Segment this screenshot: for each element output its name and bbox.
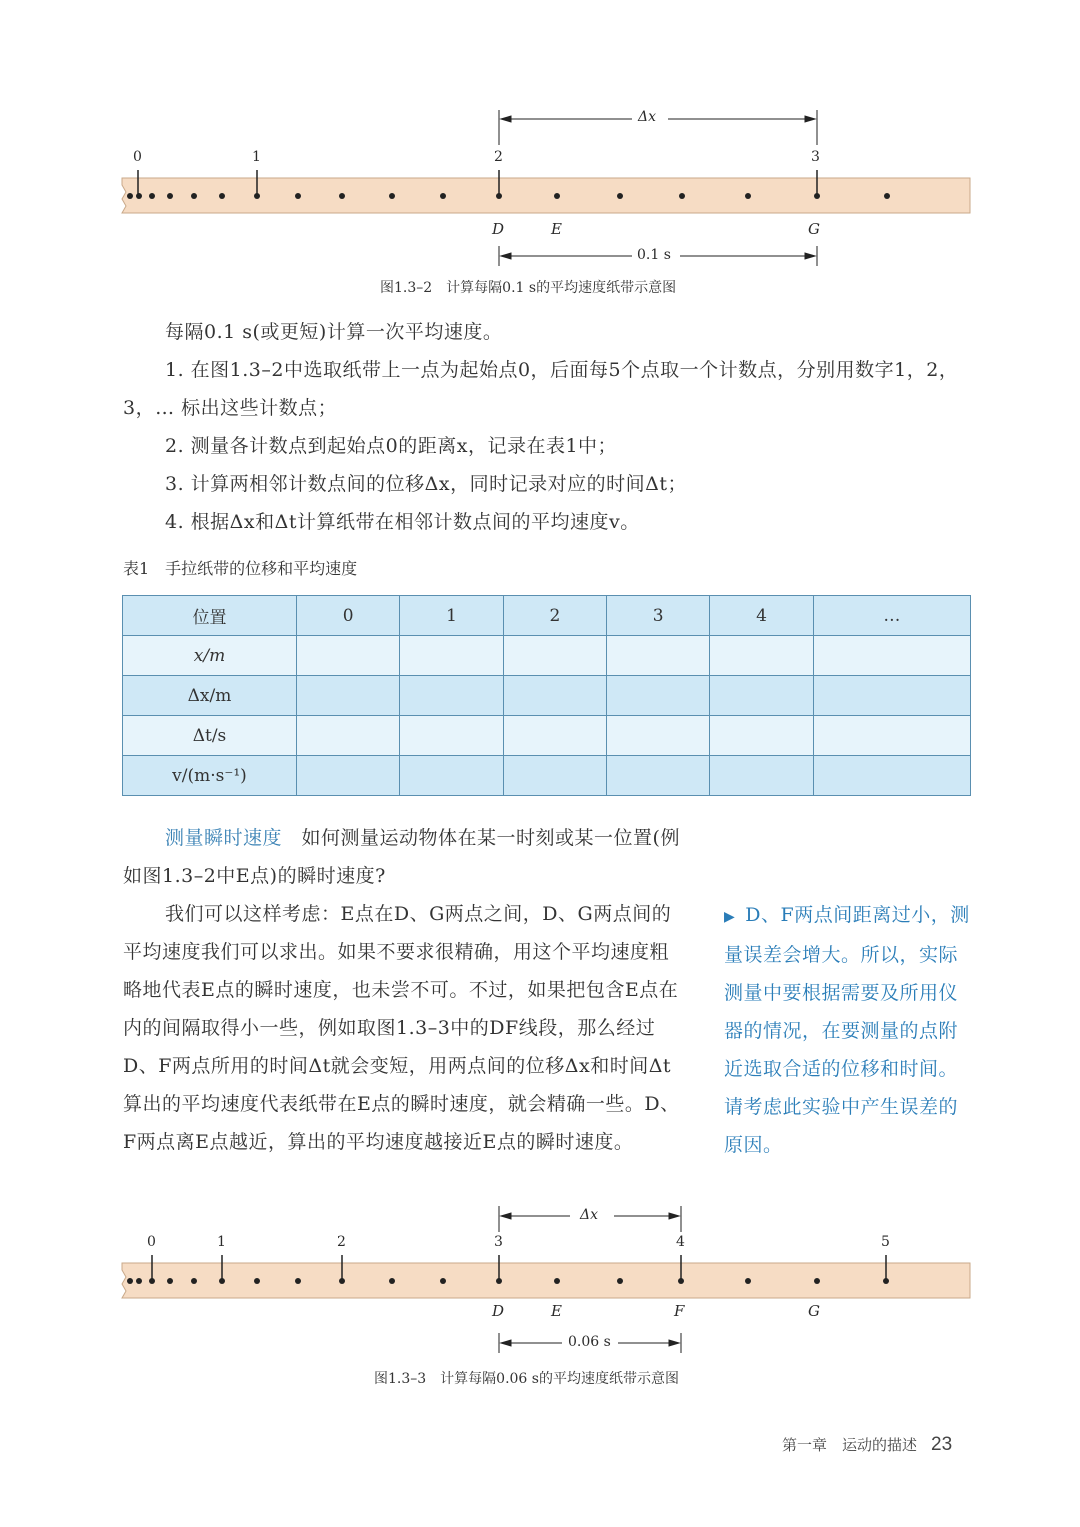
point-label-D: D (492, 1302, 505, 1320)
chapter-title: 第一章 运动的描述 (782, 1436, 918, 1454)
table-row (123, 636, 971, 676)
figure-1-3-3-caption: 图1.3–3 计算每隔0.06 s的平均速度纸带示意图 (374, 1371, 679, 1387)
table-col-5: … (813, 596, 970, 636)
table-cell[interactable] (503, 636, 606, 676)
point-label-F: F (674, 1302, 685, 1320)
page-footer (782, 1434, 952, 1456)
count-label-2: 2 (494, 149, 503, 165)
table-cell[interactable] (607, 636, 710, 676)
point-label-D: D (492, 220, 505, 238)
interval-label: 0.06 s (568, 1334, 611, 1350)
count-label-4: 4 (676, 1234, 685, 1250)
step-1: 1. 在图1.3–2中选取纸带上一点为起始点0，后面每5个点取一个计数点，分别用数字1，2，3，… 标出这些计数点； (123, 359, 959, 419)
table-header-label: 位置 (123, 596, 297, 636)
table-col-2: 2 (503, 596, 606, 636)
count-label-2: 2 (337, 1234, 346, 1250)
count-label-1: 1 (252, 149, 261, 165)
section-question: 如何测量运动物体在某一时刻或某一位置(例如图1.3–2中E点)的瞬时速度? (123, 827, 680, 887)
table-cell[interactable] (813, 716, 970, 756)
row-label-velocity: v/(m·s⁻¹) (123, 756, 297, 796)
table-col-0: 0 (297, 596, 400, 636)
table-cell[interactable] (710, 636, 813, 676)
row-label-delta-t: Δt/s (123, 716, 297, 756)
step-2: 2. 测量各计数点到起始点0的距离x，记录在表1中； (165, 435, 618, 457)
table-cell[interactable] (400, 636, 503, 676)
paper-tape (122, 1263, 970, 1298)
section-body: 我们可以这样考虑：E点在D、G两点之间，D、G两点间的平均速度我们可以求出。如果不要求很精确，用这个平均速度粗略地代表E点的瞬时速度，也未尝不可。不过，如果把包含E点在内的间隔取得小一些，例如取图1.3–3中的DF线段，那么经过D、F两点所用的时间Δt就会变短，用两点间的位移Δx和时间Δt算出的平均速度代表纸带在E点的瞬时速度，就会精确一些。D、F两点离E点越近，算出的平均速度越接近E点的瞬时速度。 (123, 903, 680, 1153)
table-cell[interactable] (710, 676, 813, 716)
table-cell[interactable] (813, 636, 970, 676)
table-header-row (123, 596, 971, 636)
table-row (123, 676, 971, 716)
count-label-3: 3 (494, 1234, 503, 1250)
side-note-text: D、F两点间距离过小，测量误差会增大。所以，实际测量中要根据需要及所用仪器的情况，在要测量的点附近选取合适的位移和时间。请考虑此实验中产生误差的原因。 (724, 904, 970, 1156)
table-cell[interactable] (400, 676, 503, 716)
table-cell[interactable] (297, 716, 400, 756)
table-cell[interactable] (813, 676, 970, 716)
table-col-3: 3 (607, 596, 710, 636)
table-cell[interactable] (503, 716, 606, 756)
table-cell[interactable] (607, 756, 710, 796)
table-cell[interactable] (813, 756, 970, 796)
table-cell[interactable] (607, 676, 710, 716)
table-col-4: 4 (710, 596, 813, 636)
table-cell[interactable] (297, 636, 400, 676)
step-3: 3. 计算两相邻计数点间的位移Δx，同时记录对应的时间Δt； (165, 473, 687, 495)
table-cell[interactable] (503, 676, 606, 716)
count-label-1: 1 (217, 1234, 226, 1250)
figure-1-3-2-caption: 图1.3–2 计算每隔0.1 s的平均速度纸带示意图 (380, 280, 677, 296)
delta-x-label: Δx (638, 109, 657, 125)
table-cell[interactable] (503, 756, 606, 796)
count-label-0: 0 (147, 1234, 156, 1250)
row-label-x: x/m (123, 636, 297, 676)
table-cell[interactable] (400, 756, 503, 796)
point-label-E: E (551, 1302, 562, 1320)
count-label-0: 0 (133, 149, 142, 165)
section-instant-velocity (123, 819, 683, 1161)
row-label-delta-x: Δx/m (123, 676, 297, 716)
figure-1-3-2 (0, 0, 1080, 300)
delta-x-label: Δx (580, 1207, 599, 1223)
data-table (122, 595, 971, 796)
count-label-3: 3 (811, 149, 820, 165)
point-label-E: E (551, 220, 562, 238)
page-number: 23 (931, 1434, 953, 1455)
table-title: 表1 手拉纸带的位移和平均速度 (123, 559, 358, 578)
paper-tape (122, 178, 970, 213)
table-row (123, 716, 971, 756)
figure-1-3-3 (0, 1200, 1080, 1370)
section-question-paragraph (123, 819, 683, 895)
count-label-5: 5 (881, 1234, 890, 1250)
table-cell[interactable] (607, 716, 710, 756)
point-label-G: G (808, 1302, 820, 1320)
side-note (724, 896, 974, 1164)
table-cell[interactable] (710, 716, 813, 756)
table-row (123, 756, 971, 796)
point-label-G: G (808, 220, 820, 238)
triangle-bullet-icon: ▶ (724, 909, 736, 925)
table-cell[interactable] (400, 716, 503, 756)
interval-label: 0.1 s (637, 247, 671, 263)
delta-x-dimension (499, 110, 817, 145)
step-4: 4. 根据Δx和Δt计算纸带在相邻计数点间的平均速度v。 (165, 511, 640, 533)
table-col-1: 1 (400, 596, 503, 636)
table-cell[interactable] (297, 756, 400, 796)
table-cell[interactable] (710, 756, 813, 796)
intro-paragraph: 每隔0.1 s(或更短)计算一次平均速度。 (165, 321, 503, 343)
section-heading: 测量瞬时速度 (165, 827, 283, 849)
procedure-text (123, 313, 971, 541)
table-cell[interactable] (297, 676, 400, 716)
